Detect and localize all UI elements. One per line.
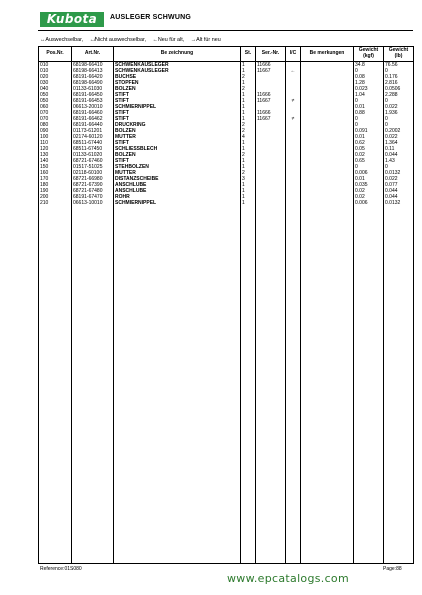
- gewicht-lb-cell: 0: [384, 164, 414, 170]
- pos-nr-cell: 110: [39, 140, 72, 146]
- st-cell: 1: [241, 116, 256, 122]
- col-bezeichnung: Be zeichnung: [114, 47, 241, 62]
- st-cell: 1: [241, 146, 256, 152]
- gewicht-lb-cell: 0.044: [384, 188, 414, 194]
- gewicht-lb-cell: 0.2002: [384, 128, 414, 134]
- art-nr-cell: 01133-61030: [72, 86, 114, 92]
- gewicht-kgf-cell: 0: [354, 68, 384, 74]
- gewicht-kgf-cell: 0.08: [354, 74, 384, 80]
- st-cell: 1: [241, 98, 256, 104]
- bezeichnung-cell: STIFT: [114, 158, 241, 164]
- gewicht-lb-cell: 0: [384, 122, 414, 128]
- pos-nr-cell: 210: [39, 200, 72, 206]
- gewicht-kgf-cell: 0.02: [354, 152, 384, 158]
- st-cell: 2: [241, 128, 256, 134]
- art-nr-cell: 68198-66413: [72, 68, 114, 74]
- gewicht-lb-cell: 2.816: [384, 80, 414, 86]
- gewicht-lb-cell: 76.56: [384, 62, 414, 69]
- table-header-row: [39, 47, 414, 62]
- gewicht-kgf-cell: 0.006: [354, 200, 384, 206]
- st-cell: 1: [241, 104, 256, 110]
- bezeichnung-cell: SCHWENKAUSLEGER: [114, 62, 241, 69]
- gewicht-kgf-cell: 0.02: [354, 194, 384, 200]
- art-nr-cell: 68721-67480: [72, 188, 114, 194]
- gewicht-kgf-cell: 0.035: [354, 182, 384, 188]
- bezeichnung-cell: STEHBOLZEN: [114, 164, 241, 170]
- ser-nr-cell: 11667: [256, 98, 286, 104]
- pos-nr-cell: 050: [39, 98, 72, 104]
- pos-nr-cell: 010: [39, 68, 72, 74]
- art-nr-cell: 68191-67470: [72, 194, 114, 200]
- art-nr-cell: 68191-66450: [72, 92, 114, 98]
- gewicht-lb-cell: 0.022: [384, 176, 414, 182]
- empty-cell: [354, 206, 384, 564]
- art-nr-cell: 68191-66440: [72, 122, 114, 128]
- bezeichnung-cell: STIFT: [114, 92, 241, 98]
- bezeichnung-cell: SCHMIERNIPPEL: [114, 200, 241, 206]
- table-filler-row: [39, 206, 414, 564]
- ser-nr-cell: 11667: [256, 68, 286, 74]
- gewicht-kgf-cell: 0.02: [354, 188, 384, 194]
- bezeichnung-cell: STIFT: [114, 98, 241, 104]
- pos-nr-cell: 120: [39, 146, 72, 152]
- bezeichnung-cell: DISTANZSCHEIBE: [114, 176, 241, 182]
- empty-cell: [241, 206, 256, 564]
- art-nr-cell: 01517-51025: [72, 164, 114, 170]
- gewicht-kgf-cell: 0.01: [354, 104, 384, 110]
- art-nr-cell: 06613-10010: [72, 200, 114, 206]
- art-nr-cell: 68191-66420: [72, 74, 114, 80]
- st-cell: 1: [241, 200, 256, 206]
- pos-nr-cell: 010: [39, 62, 72, 69]
- gewicht-kgf-cell: 1.28: [354, 80, 384, 86]
- st-cell: 1: [241, 164, 256, 170]
- interchangeability-legend: [40, 37, 221, 43]
- empty-cell: [301, 206, 354, 564]
- legend-not-interchangeable: ↚Nicht auswechselbar,: [89, 37, 146, 43]
- gewicht-lb-cell: 0.044: [384, 194, 414, 200]
- gewicht-lb-cell: 0: [384, 68, 414, 74]
- col-st: St.: [241, 47, 256, 62]
- legend-interchangeable: ↔Auswechselbar,: [40, 37, 84, 43]
- gewicht-lb-cell: 1.936: [384, 110, 414, 116]
- gewicht-kgf-cell: 0.88: [354, 110, 384, 116]
- bezeichnung-cell: STIFT: [114, 140, 241, 146]
- bezeichnung-cell: STIFT: [114, 116, 241, 122]
- ser-nr-cell: 11666: [256, 110, 286, 116]
- gewicht-lb-cell: 0.0132: [384, 170, 414, 176]
- gewicht-lb-cell: 0.022: [384, 104, 414, 110]
- page-number: Page:88: [383, 566, 402, 572]
- art-nr-cell: 68198-66410: [72, 62, 114, 69]
- gewicht-kgf-cell: 0.01: [354, 134, 384, 140]
- art-nr-cell: 68191-66460: [72, 110, 114, 116]
- gewicht-kgf-cell: 0: [354, 98, 384, 104]
- art-nr-cell: 06613-20010: [72, 104, 114, 110]
- kubota-logo: Kubota: [40, 12, 104, 27]
- pos-nr-cell: 150: [39, 164, 72, 170]
- st-cell: 1: [241, 140, 256, 146]
- bezeichnung-cell: STOPFEN: [114, 80, 241, 86]
- gewicht-kgf-cell: 0: [354, 164, 384, 170]
- legend-old-for-new: →Alt für neu: [190, 37, 221, 43]
- gewicht-lb-cell: 1.43: [384, 158, 414, 164]
- gewicht-lb-cell: 0.0132: [384, 200, 414, 206]
- empty-cell: [384, 206, 414, 564]
- pos-nr-cell: 050: [39, 92, 72, 98]
- ser-nr-cell: 11666: [256, 62, 286, 69]
- pos-nr-cell: 160: [39, 170, 72, 176]
- st-cell: 1: [241, 80, 256, 86]
- pos-nr-cell: 080: [39, 122, 72, 128]
- art-nr-cell: 01173-61201: [72, 128, 114, 134]
- pos-nr-cell: 140: [39, 158, 72, 164]
- pos-nr-cell: 060: [39, 104, 72, 110]
- col-gewicht-kgf: Gewicht (kgf): [354, 47, 384, 62]
- bezeichnung-cell: DRUCKRING: [114, 122, 241, 128]
- gewicht-lb-cell: 0.11: [384, 146, 414, 152]
- bezeichnung-cell: SCHLIESSBLECH: [114, 146, 241, 152]
- bezeichnung-cell: STIFT: [114, 110, 241, 116]
- st-cell: 2: [241, 170, 256, 176]
- art-nr-cell: 02174-60120: [72, 134, 114, 140]
- ic-cell: ←: [286, 68, 301, 74]
- st-cell: 1: [241, 182, 256, 188]
- bezeichnung-cell: ANSCHLUBE: [114, 188, 241, 194]
- bezeichnung-cell: BOLZEN: [114, 128, 241, 134]
- empty-cell: [286, 206, 301, 564]
- bezeichnung-cell: ROHR: [114, 194, 241, 200]
- ser-nr-cell: 11666: [256, 92, 286, 98]
- bezeichnung-cell: MUTTER: [114, 134, 241, 140]
- st-cell: 2: [241, 86, 256, 92]
- bezeichnung-cell: BOLZEN: [114, 86, 241, 92]
- gewicht-lb-cell: 0.176: [384, 74, 414, 80]
- gewicht-kgf-cell: 0.05: [354, 146, 384, 152]
- pos-nr-cell: 040: [39, 86, 72, 92]
- gewicht-lb-cell: 0.077: [384, 182, 414, 188]
- gewicht-lb-cell: 1.364: [384, 140, 414, 146]
- art-nr-cell: 68721-67460: [72, 158, 114, 164]
- ser-nr-cell: 11667: [256, 116, 286, 122]
- col-bemerkungen: Be merkungen: [301, 47, 354, 62]
- gewicht-kgf-cell: 0: [354, 116, 384, 122]
- col-gewicht-lb: Gewicht (lb): [384, 47, 414, 62]
- gewicht-kgf-cell: 1.04: [354, 92, 384, 98]
- gewicht-lb-cell: 2.288: [384, 92, 414, 98]
- empty-cell: [114, 206, 241, 564]
- gewicht-lb-cell: 0.0506: [384, 86, 414, 92]
- st-cell: 2: [241, 74, 256, 80]
- ic-cell: ≠: [286, 116, 301, 122]
- st-cell: 1: [241, 68, 256, 74]
- gewicht-kgf-cell: 0.62: [354, 140, 384, 146]
- pos-nr-cell: 030: [39, 80, 72, 86]
- st-cell: 1: [241, 62, 256, 69]
- art-nr-cell: 02118-60100: [72, 170, 114, 176]
- art-nr-cell: 68198-66490: [72, 80, 114, 86]
- st-cell: 1: [241, 158, 256, 164]
- reference-number: Reference:01S080: [40, 566, 82, 572]
- art-nr-cell: 68191-66453: [72, 98, 114, 104]
- gewicht-kgf-cell: 0: [354, 122, 384, 128]
- gewicht-kgf-cell: 0.65: [354, 158, 384, 164]
- ic-cell: ≠: [286, 98, 301, 104]
- st-cell: 1: [241, 110, 256, 116]
- pos-nr-cell: 170: [39, 176, 72, 182]
- st-cell: 2: [241, 122, 256, 128]
- bezeichnung-cell: BOLZEN: [114, 152, 241, 158]
- bezeichnung-cell: MUTTER: [114, 170, 241, 176]
- st-cell: 4: [241, 134, 256, 140]
- col-pos-nr: Pos.Nr.: [39, 47, 72, 62]
- pos-nr-cell: 070: [39, 116, 72, 122]
- pos-nr-cell: 190: [39, 188, 72, 194]
- art-nr-cell: 68511-67450: [72, 146, 114, 152]
- st-cell: 2: [241, 152, 256, 158]
- page-title: AUSLEGER SCHWUNG: [110, 14, 191, 21]
- gewicht-kgf-cell: 34.8: [354, 62, 384, 69]
- pos-nr-cell: 180: [39, 182, 72, 188]
- gewicht-lb-cell: 0.044: [384, 152, 414, 158]
- pos-nr-cell: 100: [39, 134, 72, 140]
- st-cell: 3: [241, 176, 256, 182]
- pos-nr-cell: 200: [39, 194, 72, 200]
- col-ser-nr: Ser.-Nr.: [256, 47, 286, 62]
- st-cell: 1: [241, 188, 256, 194]
- art-nr-cell: 68191-66462: [72, 116, 114, 122]
- pos-nr-cell: 130: [39, 152, 72, 158]
- gewicht-lb-cell: 0: [384, 98, 414, 104]
- gewicht-lb-cell: 0: [384, 116, 414, 122]
- gewicht-lb-cell: 0.022: [384, 134, 414, 140]
- art-nr-cell: 68721-67390: [72, 182, 114, 188]
- art-nr-cell: 68721-66980: [72, 176, 114, 182]
- gewicht-kgf-cell: 0.023: [354, 86, 384, 92]
- art-nr-cell: 01133-61020: [72, 152, 114, 158]
- parts-table: [38, 46, 414, 564]
- bezeichnung-cell: BUCHSE: [114, 74, 241, 80]
- empty-cell: [72, 206, 114, 564]
- empty-cell: [256, 206, 286, 564]
- bezeichnung-cell: SCHWENKAUSLEGER: [114, 68, 241, 74]
- legend-new-for-old: ←Neu für alt,: [152, 37, 185, 43]
- bezeichnung-cell: ANSCHLUBE: [114, 182, 241, 188]
- st-cell: 1: [241, 194, 256, 200]
- empty-cell: [39, 206, 72, 564]
- art-nr-cell: 68511-67440: [72, 140, 114, 146]
- col-art-nr: Art.Nr.: [72, 47, 114, 62]
- pos-nr-cell: 090: [39, 128, 72, 134]
- pos-nr-cell: 020: [39, 74, 72, 80]
- header-rule: [38, 30, 413, 31]
- gewicht-kgf-cell: 0.006: [354, 170, 384, 176]
- gewicht-kgf-cell: 0.091: [354, 128, 384, 134]
- gewicht-kgf-cell: 0.01: [354, 176, 384, 182]
- st-cell: 1: [241, 92, 256, 98]
- watermark: www.epcatalogs.com: [227, 572, 349, 585]
- col-ic: I/C: [286, 47, 301, 62]
- pos-nr-cell: 070: [39, 110, 72, 116]
- bezeichnung-cell: SCHMIERNIPPEL: [114, 104, 241, 110]
